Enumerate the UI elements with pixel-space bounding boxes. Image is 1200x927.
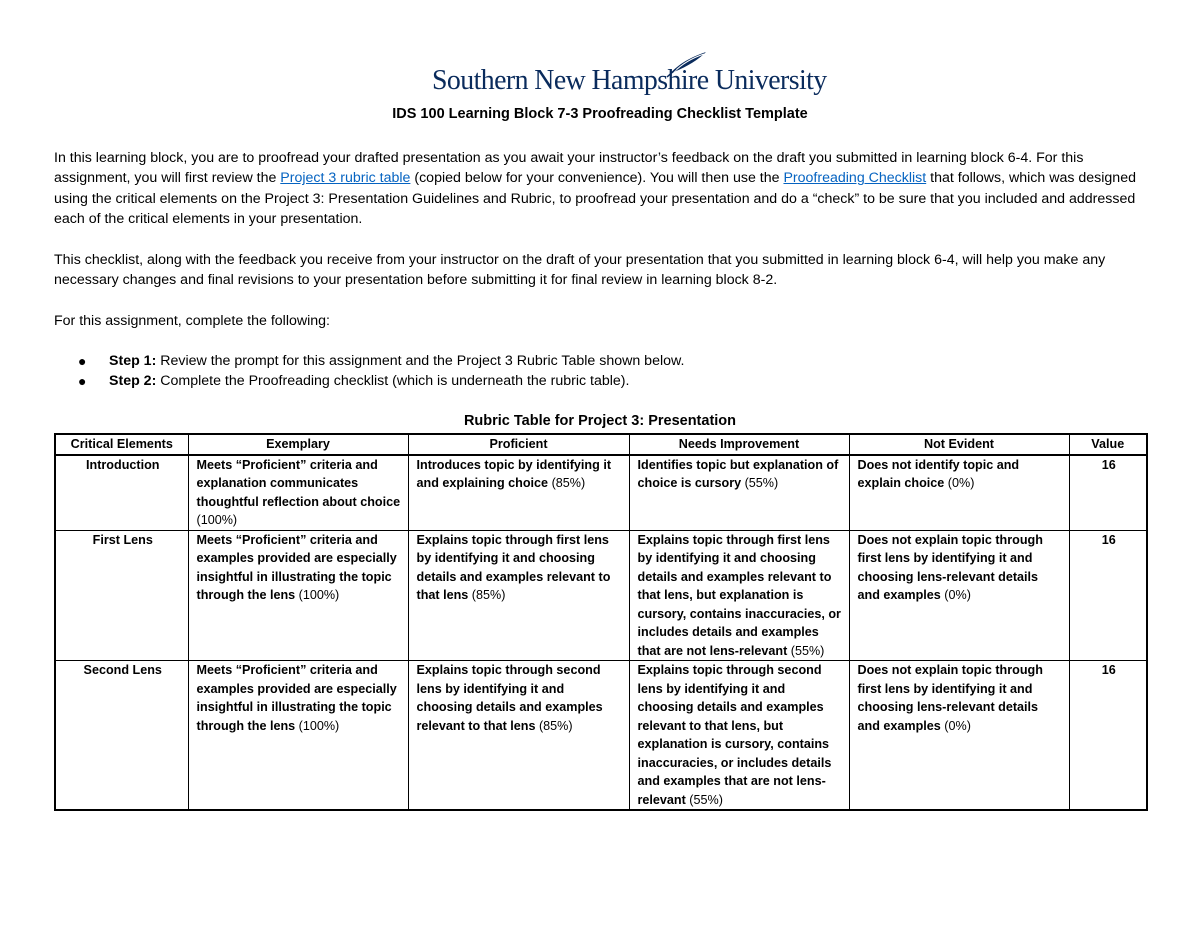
step-label: Step 2: [109, 373, 157, 390]
step-text: Complete the Proofreading checklist (which is underneath the rubric table). [156, 373, 630, 390]
intro-paragraph [54, 148, 1144, 230]
exemplary-cell: Meets “Proficient” criteria and explanation communicates thoughtful reflection about choice (100%) [188, 455, 408, 531]
header-proficient: Proficient [408, 434, 629, 455]
step-2-item [54, 371, 1144, 391]
steps-list [54, 351, 1144, 392]
project-3-rubric-link[interactable]: Project 3 rubric table [280, 170, 411, 187]
not-evident-cell: Does not explain topic through first lens by identifying it and choosing lens-relevant details and examples (0%) [849, 661, 1069, 811]
header-needs-improvement: Needs Improvement [629, 434, 849, 455]
table-row [55, 455, 1147, 531]
proficient-cell: Explains topic through second lens by identifying it and choosing details and examples relevant to that lens (85%) [408, 661, 629, 811]
intro-text-2: (copied below for your convenience). You will then use the [410, 170, 784, 187]
snhu-logo [432, 52, 827, 102]
not-evident-cell: Does not identify topic and explain choice (0%) [849, 455, 1069, 531]
critical-element-cell: First Lens [55, 530, 188, 661]
step-1-item [54, 351, 1144, 371]
logo-text: Southern New Hampshire University [432, 64, 827, 96]
rubric-table-title: Rubric Table for Project 3: Presentation [463, 413, 737, 429]
checklist-paragraph: This checklist, along with the feedback you receive from your instructor on the draft of your presentation that you submitted in learning block 6-4, will help you make any necessary changes and final revisions to your presentation before submitting it for final review in learning block 8-2. [54, 252, 1106, 289]
proofreading-checklist-link[interactable]: Proofreading Checklist [783, 170, 927, 187]
proficient-cell: Introduces topic by identifying it and explaining choice (85%) [408, 455, 629, 531]
bullet-icon: ● [78, 353, 87, 369]
header-not-evident: Not Evident [849, 434, 1069, 455]
table-row [55, 661, 1147, 811]
proficient-cell: Explains topic through first lens by identifying it and choosing details and examples relevant to that lens (85%) [408, 530, 629, 661]
table-header-row [55, 434, 1147, 455]
critical-element-cell: Second Lens [55, 661, 188, 811]
header-value: Value [1069, 434, 1147, 455]
table-row [55, 530, 1147, 661]
exemplary-cell: Meets “Proficient” criteria and examples provided are especially insightful in illustrating the topic through the lens (100%) [188, 530, 408, 661]
document-title: IDS 100 Learning Block 7-3 Proofreading Checklist Template [392, 106, 808, 122]
critical-element-cell: Introduction [55, 455, 188, 531]
value-cell: 16 [1069, 455, 1147, 531]
exemplary-cell: Meets “Proficient” criteria and examples provided are especially insightful in illustrating the topic through the lens (100%) [188, 661, 408, 811]
step-label: Step 1: [109, 353, 157, 369]
instructions-paragraph: For this assignment, complete the following: [54, 313, 330, 329]
step-text: Review the prompt for this assignment and the Project 3 Rubric Table shown below. [156, 353, 685, 369]
value-cell: 16 [1069, 661, 1147, 811]
rubric-table [54, 433, 1148, 811]
header-exemplary: Exemplary [188, 434, 408, 455]
needs-improvement-cell: Explains topic through second lens by identifying it and choosing details and examples relevant to that lens, but explanation is cursory, contains inaccuracies, or includes details and examples that are not lens-relevant (55%) [629, 661, 849, 811]
bullet-icon: ● [78, 373, 87, 390]
intro-text-1: In this learning block, you are to proofread your drafted presentation as you await your instructor’s feedback on the draft you submitted in learning block 6-4. For this assignment, you will first review the [54, 150, 1084, 187]
needs-improvement-cell: Explains topic through first lens by identifying it and choosing details and examples relevant to that lens, but explanation is cursory, contains inaccuracies, or includes details and examples that are not lens-relevant (55%) [629, 530, 849, 661]
header-critical-elements: Critical Elements [55, 434, 188, 455]
not-evident-cell: Does not explain topic through first lens by identifying it and choosing lens-relevant details and examples (0%) [849, 530, 1069, 661]
intro-text-3: that follows, which was designed using the critical elements on the Project 3: Presentation Guidelines and Rubric, to proofread your presentation and do a “check” to be sure that you included and addressed each of the critical elements in your presentation. [54, 170, 1136, 228]
needs-improvement-cell: Identifies topic but explanation of choice is cursory (55%) [629, 455, 849, 531]
value-cell: 16 [1069, 530, 1147, 661]
